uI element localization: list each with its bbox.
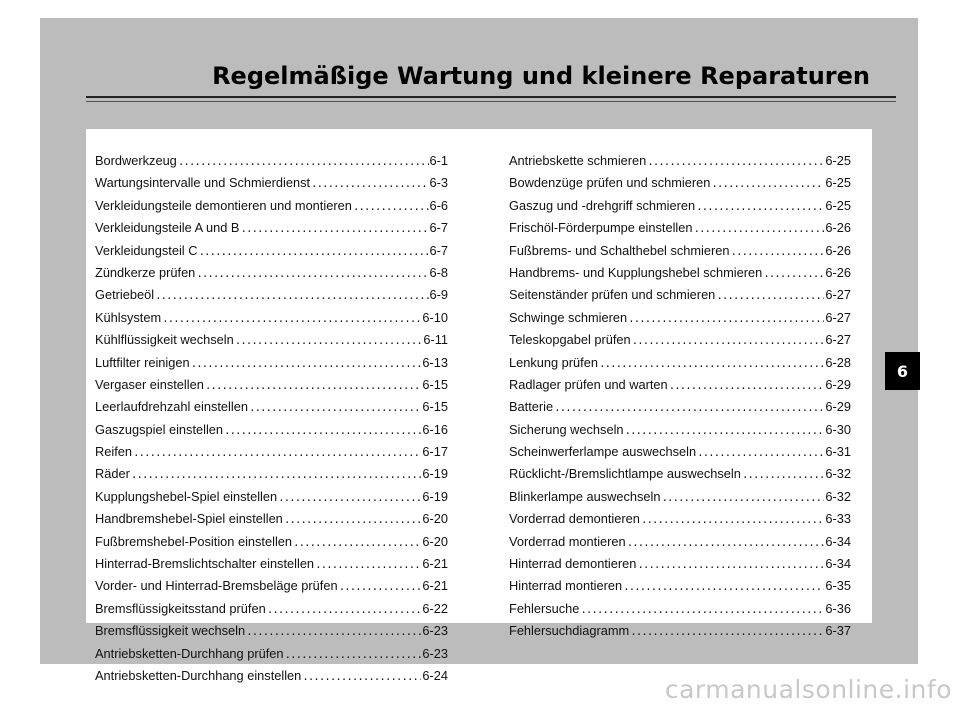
toc-column-right	[509, 150, 851, 643]
toc-dot-leader	[240, 219, 428, 241]
toc-entry-page: 6-25	[825, 153, 851, 168]
toc-dot-leader	[302, 667, 421, 689]
toc-dot-leader	[632, 331, 825, 353]
toc-entry[interactable]	[95, 217, 448, 239]
toc-dot-leader	[669, 376, 825, 398]
toc-dot-leader	[694, 219, 825, 241]
toc-entry[interactable]	[95, 240, 448, 262]
toc-entry[interactable]	[95, 575, 448, 597]
toc-entry-title: Fußbremshebel-Position einstellen	[95, 533, 293, 549]
toc-entry[interactable]	[509, 172, 851, 194]
toc-entry-title: Vorderrad montieren	[509, 533, 626, 549]
toc-entry-title: Antriebsketten-Durchhang prüfen	[95, 645, 284, 661]
toc-dot-leader	[630, 622, 824, 644]
toc-entry-page: 6-3	[429, 175, 448, 191]
toc-entry-title: Hinterrad montieren	[509, 578, 623, 594]
toc-entry-page: 6-25	[825, 197, 851, 213]
toc-entry[interactable]	[509, 195, 851, 217]
toc-entry-page: 6-13	[422, 354, 448, 370]
toc-entry[interactable]	[95, 419, 448, 441]
toc-entry-page: 6-24	[422, 667, 448, 683]
toc-dot-leader	[716, 286, 824, 308]
toc-entry[interactable]	[95, 643, 448, 665]
toc-entry[interactable]	[509, 329, 851, 351]
toc-entry-page: 6-21	[422, 556, 448, 572]
toc-entry-title: Scheinwerferlampe auswechseln	[509, 444, 697, 460]
toc-entry-page: 6-11	[423, 332, 448, 348]
toc-entry[interactable]	[95, 598, 448, 620]
toc-entry[interactable]	[509, 508, 851, 530]
toc-entry[interactable]	[509, 620, 851, 642]
toc-entry-page: 6-23	[422, 623, 448, 639]
toc-entry[interactable]	[509, 531, 851, 553]
toc-entry-page: 6-30	[825, 421, 851, 437]
toc-entry-title: Gaszug und -drehgriff schmieren	[509, 197, 696, 213]
toc-dot-leader	[249, 398, 421, 420]
toc-dot-leader	[224, 421, 421, 443]
toc-dot-leader	[133, 443, 421, 465]
toc-entry-title: Blinkerlampe auswechseln	[509, 488, 661, 504]
toc-dot-leader	[623, 577, 824, 599]
toc-dot-leader	[246, 622, 421, 644]
toc-entry[interactable]	[95, 396, 448, 418]
toc-dot-leader	[278, 488, 421, 510]
toc-entry-page: 6-22	[422, 600, 448, 616]
toc-dot-leader	[637, 555, 824, 577]
toc-entry[interactable]	[509, 284, 851, 306]
toc-entry-page: 6-7	[429, 220, 448, 236]
toc-dot-leader	[711, 174, 824, 196]
toc-dot-leader	[742, 465, 825, 487]
toc-dot-leader	[198, 242, 428, 264]
toc-entry-title: Sicherung wechseln	[509, 421, 624, 437]
toc-entry[interactable]	[95, 262, 448, 284]
toc-entry-title: Kupplungshebel-Spiel einstellen	[95, 488, 278, 504]
toc-entry-title: Fehlersuche	[509, 600, 580, 616]
toc-entry-page: 6-36	[825, 600, 851, 616]
toc-entry-title: Batterie	[509, 399, 554, 415]
toc-entry-page: 6-35	[825, 578, 851, 594]
toc-entry[interactable]	[509, 150, 851, 172]
toc-entry[interactable]	[509, 463, 851, 485]
toc-entry[interactable]	[509, 575, 851, 597]
toc-entry-title: Schwinge schmieren	[509, 309, 628, 325]
toc-entry-title: Seitenständer prüfen und schmieren	[509, 287, 716, 303]
toc-entry-page: 6-17	[422, 444, 448, 460]
toc-dot-leader	[599, 354, 824, 376]
toc-entry-title: Bremsflüssigkeit wechseln	[95, 623, 246, 639]
toc-entry-title: Wartungsintervalle und Schmierdienst	[95, 175, 311, 191]
toc-entry-title: Radlager prüfen und warten	[509, 376, 668, 392]
toc-entry-title: Gaszugspiel einstellen	[95, 421, 224, 437]
toc-dot-leader	[696, 197, 824, 219]
toc-entry-page: 6-1	[429, 153, 448, 168]
toc-dot-leader	[315, 555, 421, 577]
toc-entry-page: 6-34	[825, 533, 851, 549]
toc-entry-title: Bordwerkzeug	[95, 153, 177, 168]
toc-entry-title: Fußbrems- und Schalthebel schmieren	[509, 242, 730, 258]
toc-dot-leader	[627, 533, 825, 555]
toc-dot-leader	[162, 309, 421, 331]
toc-entry-page: 6-9	[429, 287, 448, 303]
toc-entry-page: 6-10	[422, 309, 448, 325]
toc-entry-page: 6-27	[825, 287, 851, 303]
toc-entry-page: 6-33	[825, 511, 851, 527]
toc-entry-title: Bowdenzüge prüfen und schmieren	[509, 175, 711, 191]
toc-entry[interactable]	[95, 150, 448, 172]
toc-dot-leader	[178, 152, 429, 174]
toc-entry[interactable]	[509, 598, 851, 620]
toc-entry[interactable]	[95, 531, 448, 553]
toc-entry[interactable]	[509, 307, 851, 329]
toc-entry[interactable]	[509, 352, 851, 374]
toc-entry[interactable]	[509, 419, 851, 441]
toc-dot-leader	[662, 488, 825, 510]
toc-entry-title: Verkleidungsteil C	[95, 242, 198, 258]
toc-dot-leader	[353, 197, 429, 219]
toc-column-left	[95, 150, 448, 687]
toc-entry-page: 6-25	[825, 175, 851, 191]
chapter-tab: 6	[885, 352, 920, 390]
toc-entry-page: 6-27	[825, 309, 851, 325]
toc-dot-leader	[628, 309, 824, 331]
toc-dot-leader	[235, 331, 423, 353]
toc-dot-leader	[285, 645, 422, 667]
toc-entry-page: 6-26	[825, 242, 851, 258]
toc-entry[interactable]	[95, 441, 448, 463]
toc-entry-page: 6-15	[422, 376, 448, 392]
toc-dot-leader	[641, 510, 824, 532]
toc-entry[interactable]	[509, 240, 851, 262]
toc-dot-leader	[284, 510, 422, 532]
toc-dot-leader	[339, 577, 422, 599]
toc-dot-leader	[267, 600, 422, 622]
toc-entry-title: Kühlsystem	[95, 309, 162, 325]
toc-entry[interactable]	[509, 441, 851, 463]
toc-entry-title: Räder	[95, 466, 130, 482]
toc-entry[interactable]	[95, 374, 448, 396]
toc-entry[interactable]	[509, 374, 851, 396]
toc-entry-page: 6-26	[825, 264, 851, 280]
toc-panel	[86, 129, 872, 683]
toc-entry-page: 6-27	[825, 332, 851, 348]
toc-entry-page: 6-19	[422, 488, 448, 504]
toc-dot-leader	[131, 465, 422, 487]
toc-entry[interactable]	[95, 352, 448, 374]
toc-entry[interactable]	[95, 665, 448, 687]
toc-entry-title: Antriebskette schmieren	[509, 153, 647, 168]
toc-entry-page: 6-32	[825, 488, 851, 504]
toc-entry[interactable]	[95, 195, 448, 217]
watermark: carmanualsonline.info	[664, 675, 952, 704]
toc-entry[interactable]	[95, 307, 448, 329]
toc-entry-page: 6-20	[422, 533, 448, 549]
toc-entry-page: 6-20	[422, 511, 448, 527]
toc-entry[interactable]	[509, 553, 851, 575]
toc-entry-page: 6-19	[422, 466, 448, 482]
toc-entry-page: 6-31	[825, 444, 851, 460]
toc-entry-title: Vorder- und Hinterrad-Bremsbeläge prüfen	[95, 578, 338, 594]
toc-entry-title: Getriebeöl	[95, 287, 155, 303]
toc-entry-title: Teleskopgabel prüfen	[509, 332, 631, 348]
toc-dot-leader	[554, 398, 824, 420]
toc-entry-title: Vorderrad demontieren	[509, 511, 640, 527]
toc-dot-leader	[697, 443, 824, 465]
toc-entry-title: Kühlflüssigkeit wechseln	[95, 332, 234, 348]
toc-entry-title: Bremsflüssigkeitsstand prüfen	[95, 600, 266, 616]
toc-entry-title: Fehlersuchdiagramm	[509, 623, 630, 639]
toc-dot-leader	[731, 242, 825, 264]
toc-entry[interactable]	[509, 396, 851, 418]
toc-entry-page: 6-7	[429, 242, 448, 258]
toc-entry-page: 6-37	[825, 623, 851, 639]
toc-dot-leader	[580, 600, 824, 622]
toc-entry-title: Luftfilter reinigen	[95, 354, 190, 370]
toc-dot-leader	[311, 174, 428, 196]
toc-entry-title: Verkleidungsteile A und B	[95, 220, 240, 236]
toc-dot-leader	[191, 354, 422, 376]
toc-entry[interactable]	[95, 172, 448, 194]
toc-entry-title: Verkleidungsteile demontieren und montieren	[95, 197, 352, 213]
toc-entry-page: 6-29	[825, 376, 851, 392]
title-rule-thin	[86, 101, 896, 102]
toc-entry-page: 6-16	[422, 421, 448, 437]
toc-entry-page: 6-28	[825, 354, 851, 370]
toc-dot-leader	[155, 286, 428, 308]
toc-entry[interactable]	[95, 508, 448, 530]
toc-entry-title: Hinterrad demontieren	[509, 556, 637, 572]
toc-dot-leader	[196, 264, 428, 286]
toc-entry-page: 6-34	[825, 556, 851, 572]
toc-entry-page: 6-6	[429, 197, 448, 213]
toc-dot-leader	[647, 152, 824, 174]
toc-entry-page: 6-15	[422, 399, 448, 415]
toc-entry-page: 6-26	[825, 220, 851, 236]
toc-entry[interactable]	[509, 262, 851, 284]
toc-entry-title: Handbremshebel-Spiel einstellen	[95, 511, 283, 527]
toc-entry[interactable]	[509, 486, 851, 508]
toc-entry[interactable]	[509, 217, 851, 239]
toc-entry[interactable]	[95, 463, 448, 485]
toc-dot-leader	[205, 376, 422, 398]
toc-entry[interactable]	[95, 284, 448, 306]
toc-entry-title: Leerlaufdrehzahl einstellen	[95, 399, 248, 415]
title-rule-thick	[86, 96, 896, 98]
toc-entry-page: 6-21	[422, 578, 448, 594]
toc-entry-title: Hinterrad-Bremslichtschalter einstellen	[95, 556, 315, 572]
toc-entry[interactable]	[95, 329, 448, 351]
toc-entry-page: 6-32	[825, 466, 851, 482]
toc-dot-leader	[625, 421, 825, 443]
toc-entry[interactable]	[95, 553, 448, 575]
toc-entry-title: Reifen	[95, 444, 132, 460]
chapter-title: Regelmäßige Wartung und kleinere Reparaturen	[212, 62, 870, 90]
toc-dot-leader	[293, 533, 421, 555]
toc-entry-title: Lenkung prüfen	[509, 354, 598, 370]
toc-entry[interactable]	[95, 620, 448, 642]
toc-entry-title: Zündkerze prüfen	[95, 264, 196, 280]
toc-entry-title: Antriebsketten-Durchhang einstellen	[95, 667, 302, 683]
toc-entry-page: 6-29	[825, 399, 851, 415]
toc-entry-page: 6-8	[429, 264, 448, 280]
toc-entry-title: Vergaser einstellen	[95, 376, 204, 392]
toc-entry-title: Rücklicht-/Bremslichtlampe auswechseln	[509, 466, 741, 482]
manual-page	[40, 18, 918, 683]
toc-entry-page: 6-23	[422, 645, 448, 661]
toc-entry-title: Handbrems- und Kupplungshebel schmieren	[509, 264, 763, 280]
toc-entry-title: Frischöl-Förderpumpe einstellen	[509, 220, 693, 236]
toc-entry[interactable]	[95, 486, 448, 508]
toc-dot-leader	[763, 264, 824, 286]
